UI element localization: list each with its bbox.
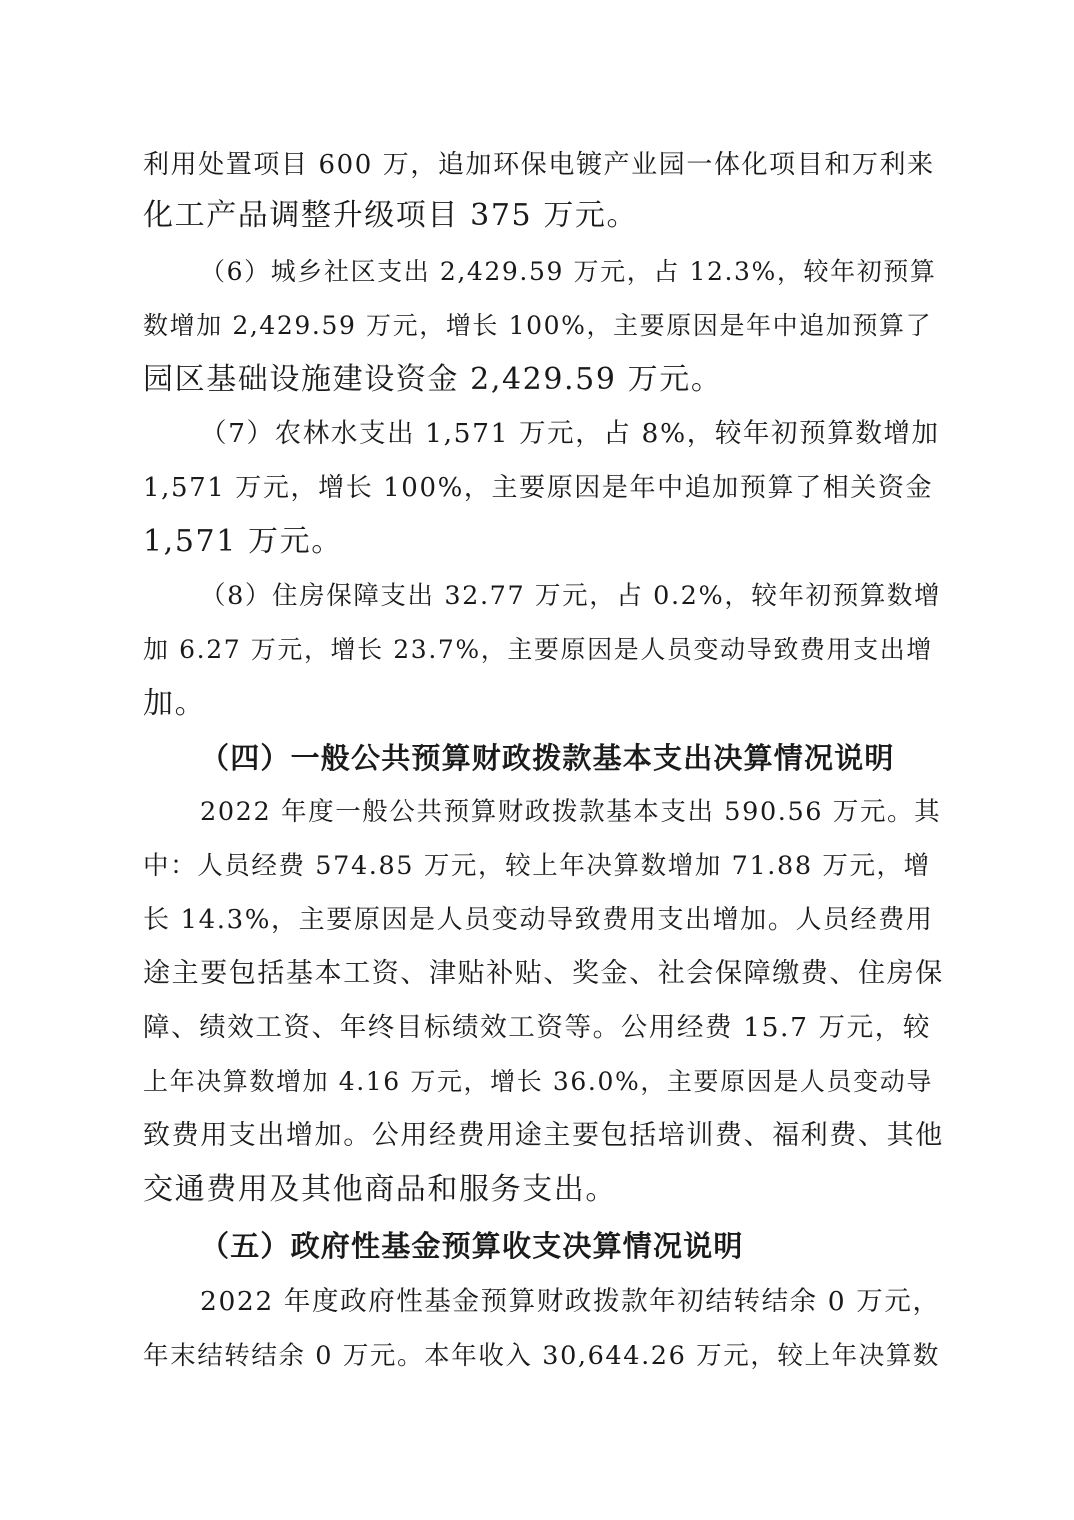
text-line: 长 14.3%，主要原因是人员变动导致费用支出增加。人员经费用 xyxy=(143,905,934,935)
text-line: 1,571 万元，增长 100%，主要原因是年中追加预算了相关资金 xyxy=(143,473,934,503)
text-line: 1,571 万元。 xyxy=(143,524,343,559)
text-line: 中：人员经费 574.85 万元，较上年决算数增加 71.88 万元，增 xyxy=(143,851,931,881)
text-line: 化工产品调整升级项目 375 万元。 xyxy=(143,198,639,233)
text-line: 交通费用及其他商品和服务支出。 xyxy=(143,1172,617,1207)
text-line: 加 6.27 万元，增长 23.7%，主要原因是人员变动导致费用支出增 xyxy=(143,635,933,664)
text-line: 上年决算数增加 4.16 万元，增长 36.0%，主要原因是人员变动导 xyxy=(143,1067,933,1096)
text-line: 2022 年度政府性基金预算财政拨款年初结转结余 0 万元， xyxy=(200,1286,941,1317)
text-line: 利用处置项目 600 万，追加环保电镀产业园一体化项目和万利来 xyxy=(143,150,935,180)
section-heading: （五）政府性基金预算收支决算情况说明 xyxy=(200,1229,744,1263)
section-heading: （四）一般公共预算财政拨款基本支出决算情况说明 xyxy=(200,741,895,775)
text-line: （8）住房保障支出 32.77 万元，占 0.2%，较年初预算数增 xyxy=(200,581,942,611)
text-line: 年末结转结余 0 万元。本年收入 30,644.26 万元，较上年决算数 xyxy=(143,1341,941,1371)
text-line: （7）农林水支出 1,571 万元，占 8%，较年初预算数增加 xyxy=(200,418,940,449)
text-line: （6）城乡社区支出 2,429.59 万元，占 12.3%，较年初预算 xyxy=(200,257,937,286)
text-line: 途主要包括基本工资、津贴补贴、奖金、社会保障缴费、住房保 xyxy=(143,958,944,989)
text-line: 2022 年度一般公共预算财政拨款基本支出 590.56 万元。其 xyxy=(200,797,942,827)
text-line: 数增加 2,429.59 万元，增长 100%，主要原因是年中追加预算了 xyxy=(143,311,933,340)
text-line: 园区基础设施建设资金 2,429.59 万元。 xyxy=(143,362,723,397)
text-line: 加。 xyxy=(143,686,207,721)
text-line: 致费用支出增加。公用经费用途主要包括培训费、福利费、其他 xyxy=(143,1120,944,1151)
text-line: 障、绩效工资、年终目标绩效工资等。公用经费 15.7 万元，较 xyxy=(143,1012,931,1043)
